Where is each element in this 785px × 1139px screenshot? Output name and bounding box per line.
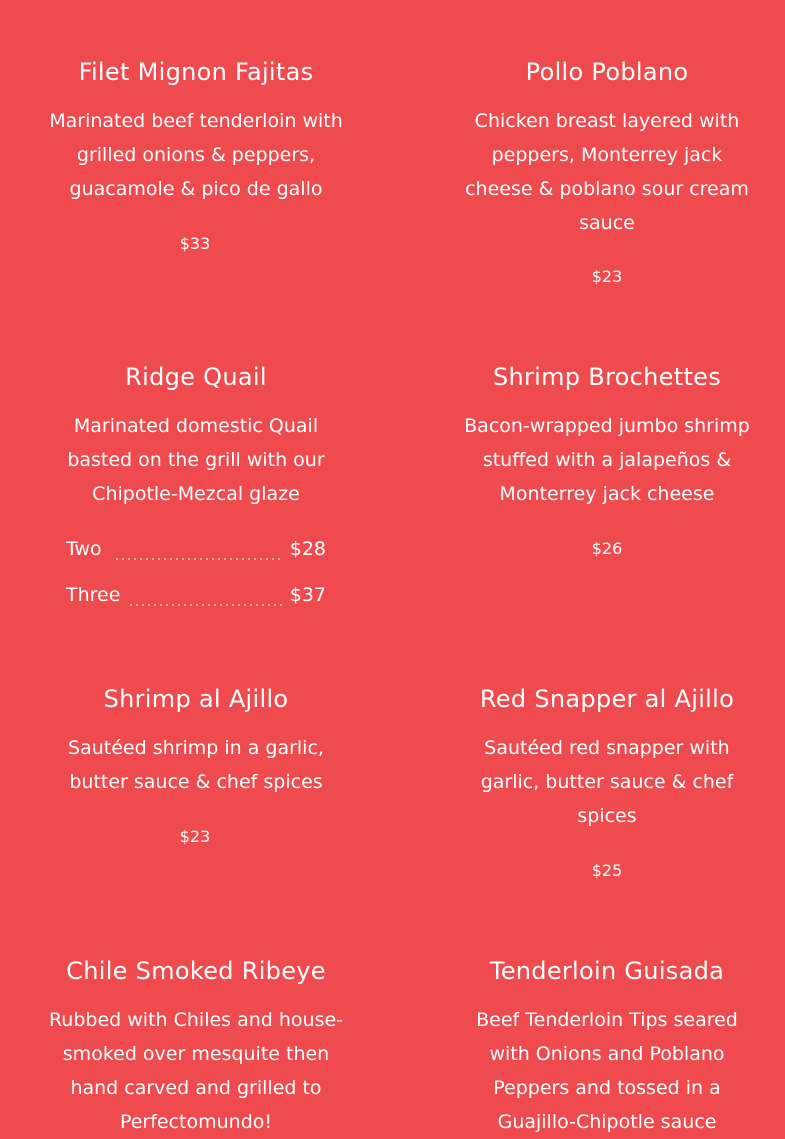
menu-item-shrimp-al-ajillo [40, 684, 352, 799]
menu-item-description: Sautéed shrimp in a garlic, butter sauce & chef spices [68, 737, 324, 793]
menu-item-description: Rubbed with Chiles and house-smoked over mesquite then hand carved and grilled to Perfectomundo! [48, 1009, 344, 1133]
option-price: $37 [289, 584, 326, 606]
menu-item-pollo-poblano [452, 57, 762, 240]
menu-item-description: Marinated domestic Quail basted on the grill with our Chipotle-Mezcal glaze [67, 415, 325, 505]
menu-item-price: $23 [179, 827, 211, 846]
menu-item-description: Chicken breast layered with peppers, Monterrey jack cheese & poblano sour cream sauce [465, 110, 749, 234]
dot-leader [114, 558, 284, 560]
option-price: $28 [289, 538, 326, 560]
menu-item-ridge-quail [40, 362, 352, 511]
option-label: Three [66, 584, 121, 606]
quail-option-three [66, 584, 326, 612]
menu-item-price: $26 [591, 539, 623, 558]
menu-item-title: Filet Mignon Fajitas [78, 58, 314, 86]
menu-item-title: Red Snapper al Ajillo [479, 685, 735, 713]
menu-item-title: Pollo Poblano [525, 58, 689, 86]
menu-item-title: Shrimp al Ajillo [103, 685, 289, 713]
menu-item-red-snapper-al-ajillo [452, 684, 762, 833]
menu-item-title: Tenderloin Guisada [489, 957, 725, 985]
menu-item-price: $25 [591, 861, 623, 880]
menu-item-filet-mignon-fajitas [40, 57, 352, 206]
menu-item-title: Chile Smoked Ribeye [66, 957, 326, 985]
menu-item-description: Bacon-wrapped jumbo shrimp stuffed with a jalapeños & Monterrey jack cheese [464, 415, 750, 505]
menu-item-description: Beef Tenderloin Tips seared with Onions and Poblano Peppers and tossed in a Guajillo-Chipotle sauce [476, 1009, 738, 1133]
option-label: Two [66, 538, 102, 560]
menu-item-tenderloin-guisada [452, 956, 762, 1139]
menu-item-description: Marinated beef tenderloin with grilled onions & peppers, guacamole & pico de gallo [49, 110, 343, 200]
menu-item-chile-smoked-ribeye [40, 956, 352, 1139]
menu-item-title: Ridge Quail [125, 363, 267, 391]
menu-item-price: $33 [179, 234, 211, 253]
menu-item-price: $23 [591, 267, 623, 286]
menu-item-shrimp-brochettes [452, 362, 762, 511]
quail-option-two [66, 538, 326, 566]
menu-item-title: Shrimp Brochettes [492, 363, 722, 391]
menu-item-description: Sautéed red snapper with garlic, butter sauce & chef spices [480, 737, 734, 827]
dot-leader [128, 604, 284, 606]
